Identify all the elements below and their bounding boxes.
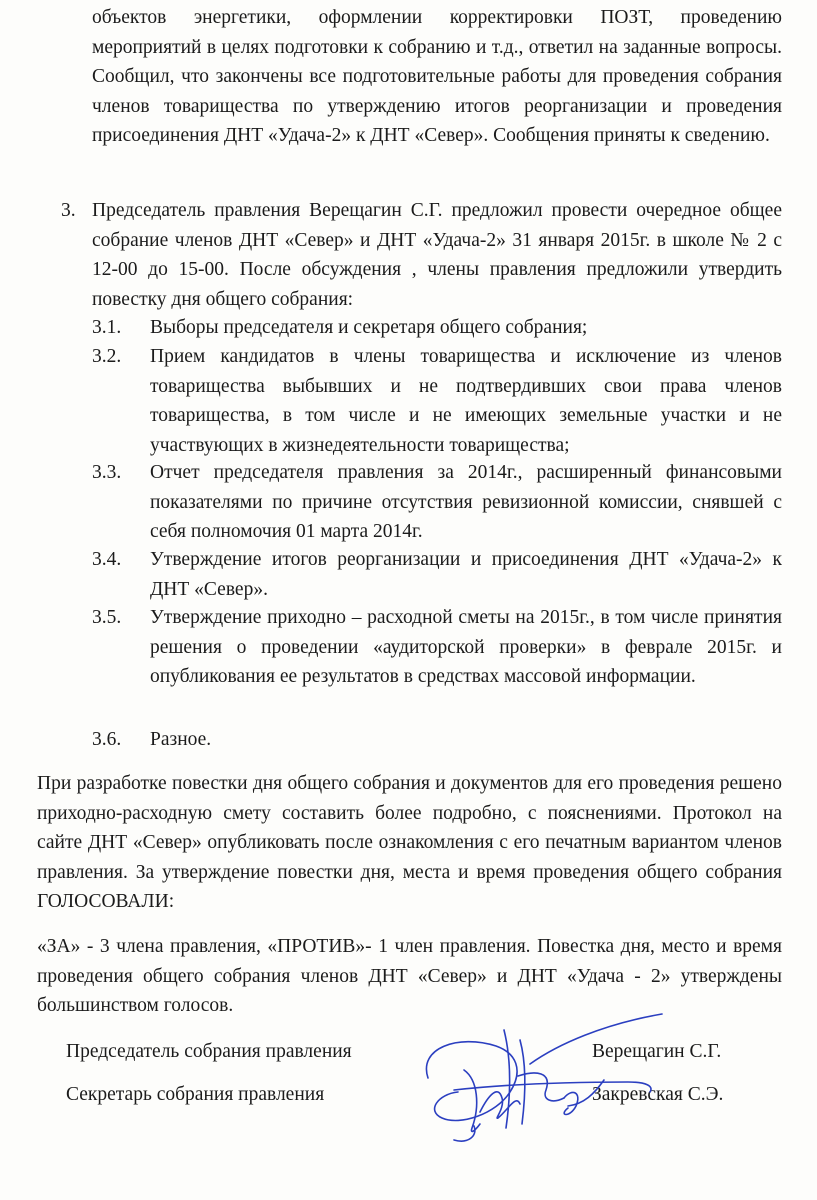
signature-stroke xyxy=(530,1014,662,1064)
item-text: Председатель правления Верещагин С.Г. предложил провести очередное общее собрание членов ДНТ «Север» и ДНТ «Удача-2» 31 января 2015г. в школе № 2 с 12-00 до 15-00. После обсуждения , члены правления предложили утвердить повестку дня общего собрания: xyxy=(92,200,782,310)
subitem-text: Выборы председателя и секретаря общего собрания; xyxy=(150,317,588,338)
subitem-number: 3.2. xyxy=(92,346,122,367)
item-number: 3. xyxy=(61,200,76,221)
continuation-paragraph: объектов энергетики, оформлении корректировки ПОЗТ, проведению мероприятий в целях подготовки к собранию и т.д., ответил на заданные вопросы. Сообщил, что закончены все подготовительные работы для проведения собрания членов товарищества по утверждению итогов реорганизации и проведения присоединения ДНТ «Удача-2» к ДНТ «Север». Сообщения приняты к сведению. xyxy=(92,7,782,147)
subitem-text: Прием кандидатов в члены товарищества и исключение из членов товарищества выбывших и не подтвердивших свои права членов товарищества, в том числе и не имеющих земельные участки и не участвующих в жизнедеятельности товарищества; xyxy=(150,346,782,456)
agenda-subitem xyxy=(92,603,782,692)
signatory-name: Верещагин С.Г. xyxy=(592,1041,722,1062)
agenda-subitem xyxy=(92,458,782,547)
agenda-subitem xyxy=(92,313,782,343)
signature-stroke xyxy=(426,1042,517,1121)
subitem-text: Отчет председателя правления за 2014г., расширенный финансовыми показателями по причине отсутствия ревизионной комиссии, снявшей с себя полномочия 01 марта 2014г. xyxy=(150,462,782,543)
signatory-role: Председатель собрания правления xyxy=(66,1041,352,1062)
subitem-number: 3.1. xyxy=(92,317,122,338)
signatory-name: Закревская С.Э. xyxy=(592,1084,724,1105)
signature-stroke xyxy=(464,1070,480,1131)
agenda-subitem xyxy=(92,342,782,460)
signature-stroke xyxy=(504,1030,510,1128)
subitem-number: 3.6. xyxy=(92,729,122,750)
subitem-number: 3.5. xyxy=(92,607,122,628)
signature-stroke xyxy=(454,1082,651,1092)
agenda-subitem xyxy=(92,545,782,604)
subitem-text: Утверждение итогов реорганизации и присоединения ДНТ «Удача-2» к ДНТ «Север». xyxy=(150,549,782,600)
signature-stroke xyxy=(480,1092,520,1118)
subitem-number: 3.4. xyxy=(92,549,122,570)
vote-paragraph: «ЗА» - 3 члена правления, «ПРОТИВ»- 1 член правления. Повестка дня, место и время проведения общего собрания членов ДНТ «Север» и ДНТ «Удача - 2» утверждены большинством голосов. xyxy=(37,936,782,1017)
handwritten-signature xyxy=(418,1000,688,1150)
subitem-number: 3.3. xyxy=(92,462,122,483)
agenda-subitem xyxy=(92,725,782,755)
decision-paragraph: При разработке повестки дня общего собрания и документов для его проведения решено приходно-расходную смету составить более подробно, с пояснениями. Протокол на сайте ДНТ «Север» опубликовать после ознакомления с его печатным вариантом членов правления. За утверждение повестки дня, места и время проведения общего собрания ГОЛОСОВАЛИ: xyxy=(37,773,782,913)
subitem-text: Разное. xyxy=(150,729,212,750)
subitem-text: Утверждение приходно – расходной сметы на 2015г., в том числе принятия решения о проведении «аудиторской проверки» в феврале 2015г. и опубликования ее результатов в средствах массовой информации. xyxy=(150,607,782,688)
agenda-item-3 xyxy=(55,196,782,314)
signatory-role: Секретарь собрания правления xyxy=(66,1084,325,1105)
signature-stroke xyxy=(520,1040,525,1124)
